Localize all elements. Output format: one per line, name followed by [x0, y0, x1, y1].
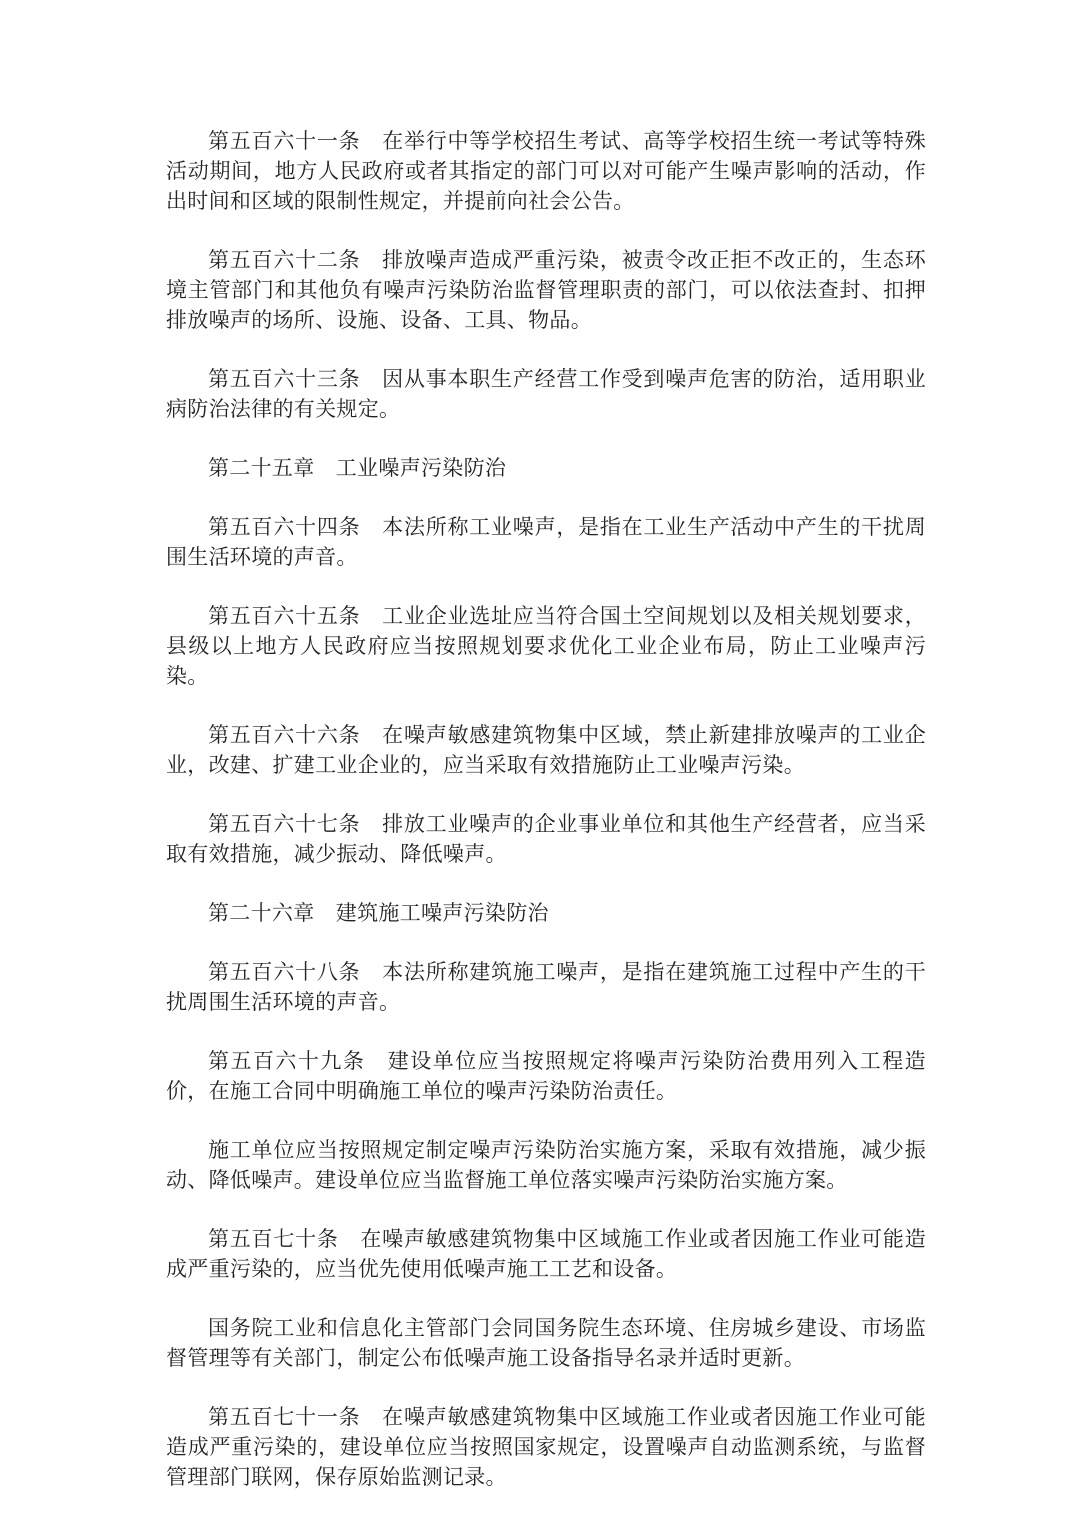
chapter-26-heading: 第二十六章 建筑施工噪声污染防治 [208, 901, 549, 925]
chapter-25-heading: 第二十五章 工业噪声污染防治 [208, 456, 507, 480]
article-570-paragraph-2: 国务院工业和信息化主管部门会同国务院生态环境、住房城乡建设、市场监督管理等有关部门，制定公布低噪声施工设备指导名录并适时更新。 [166, 1316, 926, 1370]
article-564: 第五百六十四条 本法所称工业噪声，是指在工业生产活动中产生的干扰周围生活环境的声音。 [166, 515, 926, 569]
article-566: 第五百六十六条 在噪声敏感建筑物集中区域，禁止新建排放噪声的工业企业，改建、扩建工业企业的，应当采取有效措施防止工业噪声污染。 [166, 723, 926, 777]
article-569: 第五百六十九条 建设单位应当按照规定将噪声污染防治费用列入工程造价，在施工合同中明确施工单位的噪声污染防治责任。 [166, 1049, 926, 1103]
article-562: 第五百六十二条 排放噪声造成严重污染，被责令改正拒不改正的，生态环境主管部门和其他负有噪声污染防治监督管理职责的部门，可以依法查封、扣押排放噪声的场所、设施、设备、工具、物品。 [166, 248, 926, 332]
article-565: 第五百六十五条 工业企业选址应当符合国土空间规划以及相关规划要求，县级以上地方人民政府应当按照规划要求优化工业企业布局，防止工业噪声污染。 [166, 604, 926, 688]
article-570: 第五百七十条 在噪声敏感建筑物集中区域施工作业或者因施工作业可能造成严重污染的，应当优先使用低噪声施工工艺和设备。 [166, 1227, 926, 1281]
article-569-paragraph-2: 施工单位应当按照规定制定噪声污染防治实施方案，采取有效措施，减少振动、降低噪声。建设单位应当监督施工单位落实噪声污染防治实施方案。 [166, 1138, 926, 1192]
article-571: 第五百七十一条 在噪声敏感建筑物集中区域施工作业或者因施工作业可能造成严重污染的，建设单位应当按照国家规定，设置噪声自动监测系统，与监督管理部门联网，保存原始监测记录。 [166, 1405, 926, 1489]
article-568: 第五百六十八条 本法所称建筑施工噪声，是指在建筑施工过程中产生的干扰周围生活环境的声音。 [166, 960, 926, 1014]
article-567: 第五百六十七条 排放工业噪声的企业事业单位和其他生产经营者，应当采取有效措施，减少振动、降低噪声。 [166, 812, 926, 866]
article-563: 第五百六十三条 因从事本职生产经营工作受到噪声危害的防治，适用职业病防治法律的有关规定。 [166, 367, 926, 421]
article-561: 第五百六十一条 在举行中等学校招生考试、高等学校招生统一考试等特殊活动期间，地方人民政府或者其指定的部门可以对可能产生噪声影响的活动，作出时间和区域的限制性规定，并提前向社会公告。 [166, 129, 926, 213]
document-page [166, 126, 926, 1521]
